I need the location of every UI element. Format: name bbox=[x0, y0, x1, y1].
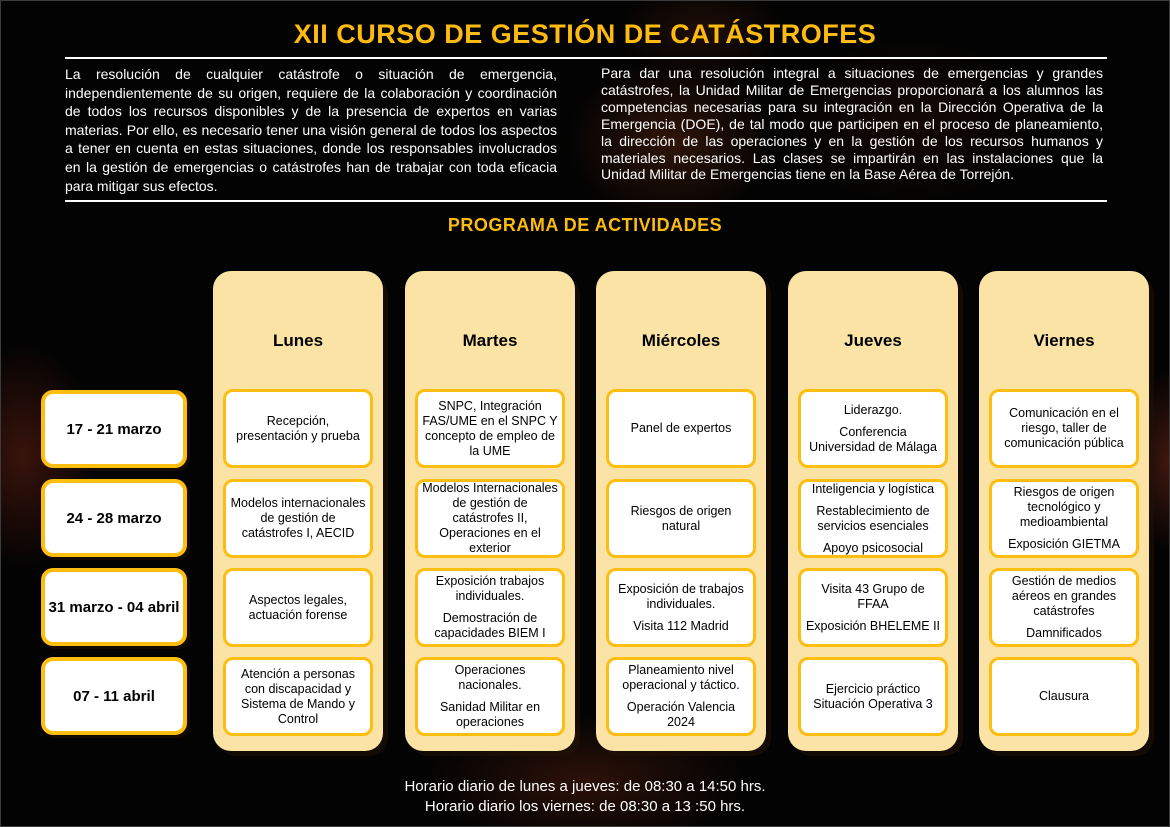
day-column-viernes bbox=[979, 271, 1149, 751]
activity-text: Exposición GIETMA bbox=[1008, 537, 1120, 551]
schedule-hours-footer bbox=[1, 777, 1169, 817]
day-column-miercoles bbox=[596, 271, 766, 751]
schedule-cell-jueves-row3 bbox=[798, 657, 948, 736]
date-range-label: 07 - 11 abril bbox=[73, 687, 155, 705]
date-range-label: 31 marzo - 04 abril bbox=[48, 598, 180, 616]
activity-text: SNPC, Integración FAS/UME en el SNPC Y concepto de empleo de la UME bbox=[422, 398, 558, 458]
activity-text: Clausura bbox=[1038, 689, 1090, 703]
date-range-2 bbox=[41, 568, 187, 646]
activity-text: Recepción, presentación y prueba bbox=[236, 413, 360, 443]
date-range-3 bbox=[41, 657, 187, 735]
intro-paragraph-left: La resolución de cualquier catástrofe o situación de emergencia, independientemente de su origen, requiere de la colaboración y coordinación de todos los recursos disponibles y de la presencia de expertos en varias materias. Por ello, es necesario tener una visión general de todos los aspectos a tener en cuenta en estas situaciones, donde los responsables involucrados en la gestión de emergencias o catástrofes han de trabajar con toda eficacia para mitigar sus efectos. bbox=[65, 66, 557, 194]
schedule-cell-martes-row0 bbox=[415, 389, 565, 468]
activity-text: Sanidad Militar en operaciones bbox=[439, 700, 541, 729]
schedule-cell-martes-row1 bbox=[415, 479, 565, 558]
schedule-cell-jueves-row1 bbox=[798, 479, 948, 558]
schedule-cell-viernes-row2 bbox=[989, 568, 1139, 647]
day-header-viernes: Viernes bbox=[1033, 331, 1095, 350]
intro-paragraph-right: Para dar una resolución integral a situaciones de emergencias y grandes catástrofes, la Unidad Militar de Emergencias proporcionará a los alumnos las competencias necesarias para su integración en la Dirección Operativa de la Emergencia (DOE), de tal modo que participen en el proceso de planeamiento, la dirección de las operaciones y en la gestión de los recursos humanos y materiales necesarios. Las clases se impartirán en las instalaciones que la Unidad Militar de Emergencias tiene en la Base Aérea de Torrejón. bbox=[601, 65, 1103, 183]
activity-text: Liderazgo. bbox=[843, 402, 903, 417]
schedule-cell-miercoles-row0 bbox=[606, 389, 756, 468]
activity-text: Riesgos de origen tecnológico y medioambiental bbox=[1013, 485, 1115, 529]
activity-text: Damnificados bbox=[1026, 626, 1102, 640]
date-range-label: 17 - 21 marzo bbox=[66, 420, 162, 438]
activity-text: Aspectos legales, actuación forense bbox=[248, 592, 348, 622]
activity-text: Conferencia Universidad de Málaga bbox=[809, 424, 937, 454]
activity-text: Visita 43 Grupo de FFAA bbox=[821, 581, 925, 611]
schedule-cell-martes-row2 bbox=[415, 568, 565, 647]
schedule-cell-viernes-row1 bbox=[989, 479, 1139, 558]
day-column-jueves bbox=[788, 271, 958, 751]
hours-friday: Horario diario los viernes: de 08:30 a 13 :50 hrs. bbox=[424, 798, 746, 815]
schedule-cell-miercoles-row3 bbox=[606, 657, 756, 736]
activity-text: Atención a personas con discapacidad y Sistema de Mando y Control bbox=[241, 666, 355, 726]
activity-text: Panel de expertos bbox=[630, 421, 732, 435]
activity-text: Modelos Internacionales de gestión de catástrofes II, Operaciones en el exterior bbox=[422, 481, 558, 555]
hours-weekdays: Horario diario de lunes a jueves: de 08:30 a 14:50 hrs. bbox=[404, 778, 766, 795]
activity-text: Operación Valencia 2024 bbox=[626, 700, 736, 729]
activity-text: Restablecimiento de servicios esenciales bbox=[816, 503, 930, 533]
day-column-martes bbox=[405, 271, 575, 751]
activity-text: Demostración de capacidades BIEM I bbox=[434, 611, 546, 640]
schedule-cell-lunes-row0 bbox=[223, 389, 373, 468]
activity-text: Exposición de trabajos individuales. bbox=[618, 581, 744, 611]
divider-bottom bbox=[65, 200, 1107, 202]
schedule-cell-miercoles-row1 bbox=[606, 479, 756, 558]
activity-text: Comunicación en el riesgo, taller de comunicación pública bbox=[1004, 406, 1124, 450]
schedule-cell-lunes-row3 bbox=[223, 657, 373, 736]
day-column-lunes bbox=[213, 271, 383, 751]
divider-top bbox=[65, 57, 1107, 59]
activity-text: Visita 112 Madrid bbox=[633, 618, 729, 633]
activity-text: Ejercicio práctico Situación Operativa 3 bbox=[813, 681, 933, 711]
day-header-miercoles: Miércoles bbox=[641, 331, 721, 350]
activity-text: Gestión de medios aéreos en grandes catástrofes bbox=[1011, 574, 1117, 618]
date-range-1 bbox=[41, 479, 187, 557]
section-title: PROGRAMA DE ACTIVIDADES bbox=[447, 215, 723, 235]
schedule-cell-viernes-row0 bbox=[989, 389, 1139, 468]
page-title: XII CURSO DE GESTIÓN DE CATÁSTROFES bbox=[293, 19, 877, 49]
activity-text: Planeamiento nivel operacional y táctico. bbox=[622, 663, 740, 692]
schedule-cell-jueves-row0 bbox=[798, 389, 948, 468]
activity-text: Inteligencia y logística bbox=[811, 481, 935, 496]
schedule-cell-viernes-row3 bbox=[989, 657, 1139, 736]
activity-text: Exposición BHELEME II bbox=[805, 618, 941, 633]
schedule-cell-jueves-row2 bbox=[798, 568, 948, 647]
activity-text: Modelos internacionales de gestión de catástrofes I, AECID bbox=[230, 496, 366, 540]
schedule-cell-miercoles-row2 bbox=[606, 568, 756, 647]
day-header-lunes: Lunes bbox=[272, 331, 324, 350]
schedule-cell-lunes-row2 bbox=[223, 568, 373, 647]
day-header-jueves: Jueves bbox=[844, 331, 902, 350]
activity-text: Exposición trabajos individuales. bbox=[435, 574, 545, 603]
date-range-0 bbox=[41, 390, 187, 468]
schedule-cell-martes-row3 bbox=[415, 657, 565, 736]
activity-text: Riesgos de origen natural bbox=[630, 503, 732, 533]
activity-text: Operaciones nacionales. bbox=[454, 663, 526, 692]
activity-text: Apoyo psicosocial bbox=[822, 540, 924, 555]
schedule-cell-lunes-row1 bbox=[223, 479, 373, 558]
day-header-martes: Martes bbox=[462, 331, 518, 350]
date-range-label: 24 - 28 marzo bbox=[66, 509, 162, 527]
